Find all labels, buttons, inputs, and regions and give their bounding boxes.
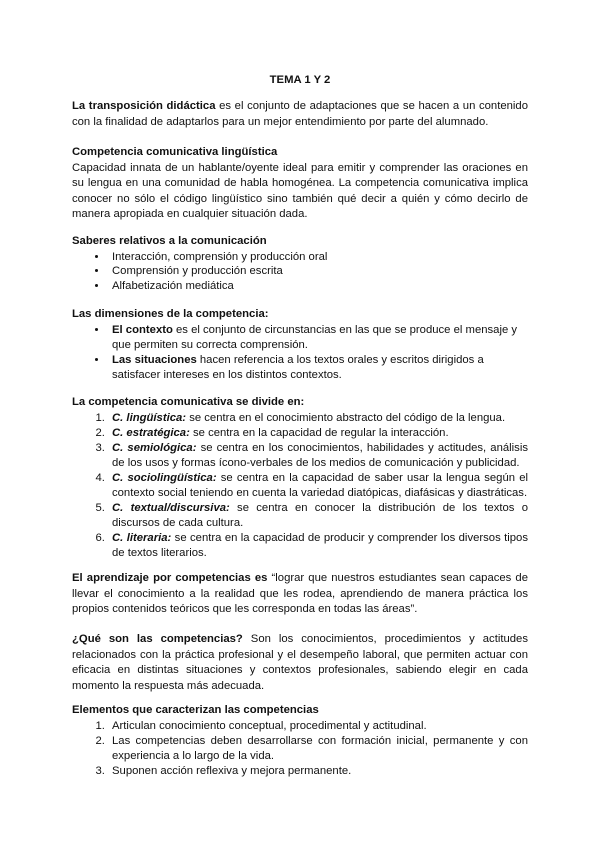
document-title: TEMA 1 Y 2 [269, 74, 331, 86]
text: se centra en conocer la distribución de los textos o discursos de cada cultura. [112, 501, 528, 529]
list-item [108, 501, 528, 531]
term: C. sociolingüística: [112, 471, 217, 484]
list-item [108, 353, 528, 383]
list-item [108, 441, 528, 471]
term: C. textual/discursiva: [112, 501, 230, 514]
section-heading: Competencia comunicativa lingüística [72, 146, 278, 158]
term: Las situaciones [112, 353, 197, 366]
saberes-section [72, 234, 528, 294]
text: es el conjunto de adaptaciones que se hacen a un contenido con la finalidad de adaptarlos para un mejor entendimiento por parte del alumnado. [72, 100, 528, 128]
list-item [108, 426, 528, 441]
list-item: 2. Las competencias deben desarrollarse con formación inicial, permanente y con experiencia a lo largo de la vida. [108, 734, 528, 764]
term: ¿Qué son las competencias? [72, 633, 243, 645]
list-item: 1. Articulan conocimiento conceptual, procedimental y actitudinal. [108, 719, 528, 734]
list-item [108, 323, 528, 353]
section-heading: Elementos que caracterizan las competencias [72, 704, 319, 716]
term: C. lingüística: [112, 411, 187, 424]
text: se centra en el conocimiento abstracto del código de la lengua. [186, 411, 506, 424]
term: C. literaria: [112, 531, 172, 544]
term: C. semiológica: [112, 441, 197, 454]
text: se centra en los conocimientos, habilidades y actitudes, análisis de los usos y formas ícono-verbales de los medios de comunicación y publicidad. [112, 441, 528, 469]
section-heading: Las dimensiones de la competencia: [72, 308, 269, 320]
section-heading: La competencia comunicativa se divide en: [72, 396, 305, 408]
term: C. estratégica: [112, 426, 190, 439]
text: se centra en la capacidad de saber usar la lengua según el contexto social teniendo en cuenta la variedad diatópicas, diafásicas y diastráticas. [112, 471, 528, 499]
paragraph: Capacidad innata de un hablante/oyente ideal para emitir y comprender las oraciones en su lengua en una comunidad de habla homogénea. La competencia comunicativa implica conocer no sólo el código lingüístico sino también qué decir a quién y cómo decirlo de manera apropiada en cualquier situación dada. [72, 161, 528, 221]
text: “lograr que nuestros estudiantes sean capaces de llevar el conocimiento a la realidad que les rodea, aprendiendo de manera práctica los propios contenidos teóricos que les corresponda en todas las áreas”. [72, 572, 528, 616]
list-item: • Alfabetización mediática [108, 279, 528, 294]
text: se centra en la capacidad de producir y comprender los diversos tipos de textos literarios. [112, 531, 528, 559]
text: hacen referencia a los textos orales y escritos dirigidos a satisfacer intereses en los distintos contextos. [112, 353, 484, 381]
term: El aprendizaje por competencias es [72, 572, 268, 584]
list-item [108, 531, 528, 561]
list-item: 3. Suponen acción reflexiva y mejora permanente. [108, 764, 528, 779]
transposicion-paragraph [72, 99, 528, 130]
list-item [108, 411, 528, 426]
term: La transposición didáctica [72, 100, 216, 112]
text: es el conjunto de circunstancias en las que se produce el mensaje y que permiten su correcta comprensión. [112, 323, 518, 351]
text: se centra en la capacidad de regular la interacción. [189, 426, 449, 439]
que-son-paragraph [72, 632, 528, 694]
text: Son los conocimientos, procedimientos y actitudes relacionados con la práctica profesional y el desempeño laboral, que permiten actuar con eficacia en distintas situaciones y contextos profesionales, sabiendo elegir en cada momento la respuesta más adecuada. [72, 633, 528, 692]
competencia-linguistica-section [72, 145, 528, 223]
elementos-section [72, 703, 528, 779]
aprendizaje-paragraph [72, 571, 528, 618]
list-item: • Interacción, comprensión y producción oral [108, 250, 528, 265]
division-section [72, 395, 528, 561]
list-item [108, 471, 528, 501]
section-heading: Saberes relativos a la comunicación [72, 235, 267, 247]
term: El contexto [112, 323, 173, 336]
list-item: • Comprensión y producción escrita [108, 264, 528, 279]
dimensiones-section [72, 307, 528, 383]
